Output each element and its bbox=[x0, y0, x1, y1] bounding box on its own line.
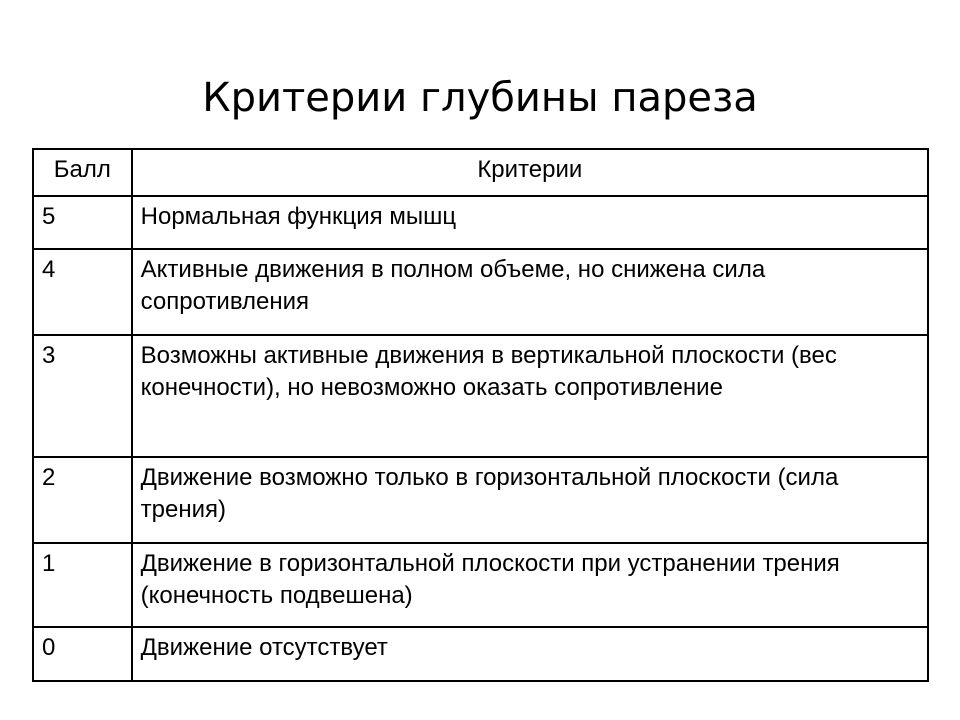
criteria-table bbox=[32, 148, 929, 682]
criterion-cell: Движение в горизонтальной плоскости при устранении трения (конечность подвешена) bbox=[132, 543, 928, 627]
table-row bbox=[33, 627, 928, 681]
slide-title: Критерии глубины пареза bbox=[202, 75, 758, 121]
table-row bbox=[33, 196, 928, 249]
score-cell: 2 bbox=[33, 457, 132, 543]
table-row bbox=[33, 457, 928, 543]
criterion-cell: Активные движения в полном объеме, но снижена сила сопротивления bbox=[132, 249, 928, 335]
criterion-cell: Возможны активные движения в вертикальной плоскости (вес конечности), но невозможно оказать сопротивление bbox=[132, 335, 928, 457]
table-row bbox=[33, 543, 928, 627]
criterion-cell: Движение возможно только в горизонтальной плоскости (сила трения) bbox=[132, 457, 928, 543]
score-cell: 5 bbox=[33, 196, 132, 249]
table-header-row bbox=[33, 149, 928, 196]
criterion-cell: Нормальная функция мышц bbox=[132, 196, 928, 249]
table-row bbox=[33, 249, 928, 335]
criterion-cell: Движение отсутствует bbox=[132, 627, 928, 681]
score-cell: 4 bbox=[33, 249, 132, 335]
score-cell: 3 bbox=[33, 335, 132, 457]
score-cell: 1 bbox=[33, 543, 132, 627]
table-row bbox=[33, 335, 928, 457]
header-score: Балл bbox=[33, 149, 132, 196]
header-criteria: Критерии bbox=[132, 149, 928, 196]
score-cell: 0 bbox=[33, 627, 132, 681]
